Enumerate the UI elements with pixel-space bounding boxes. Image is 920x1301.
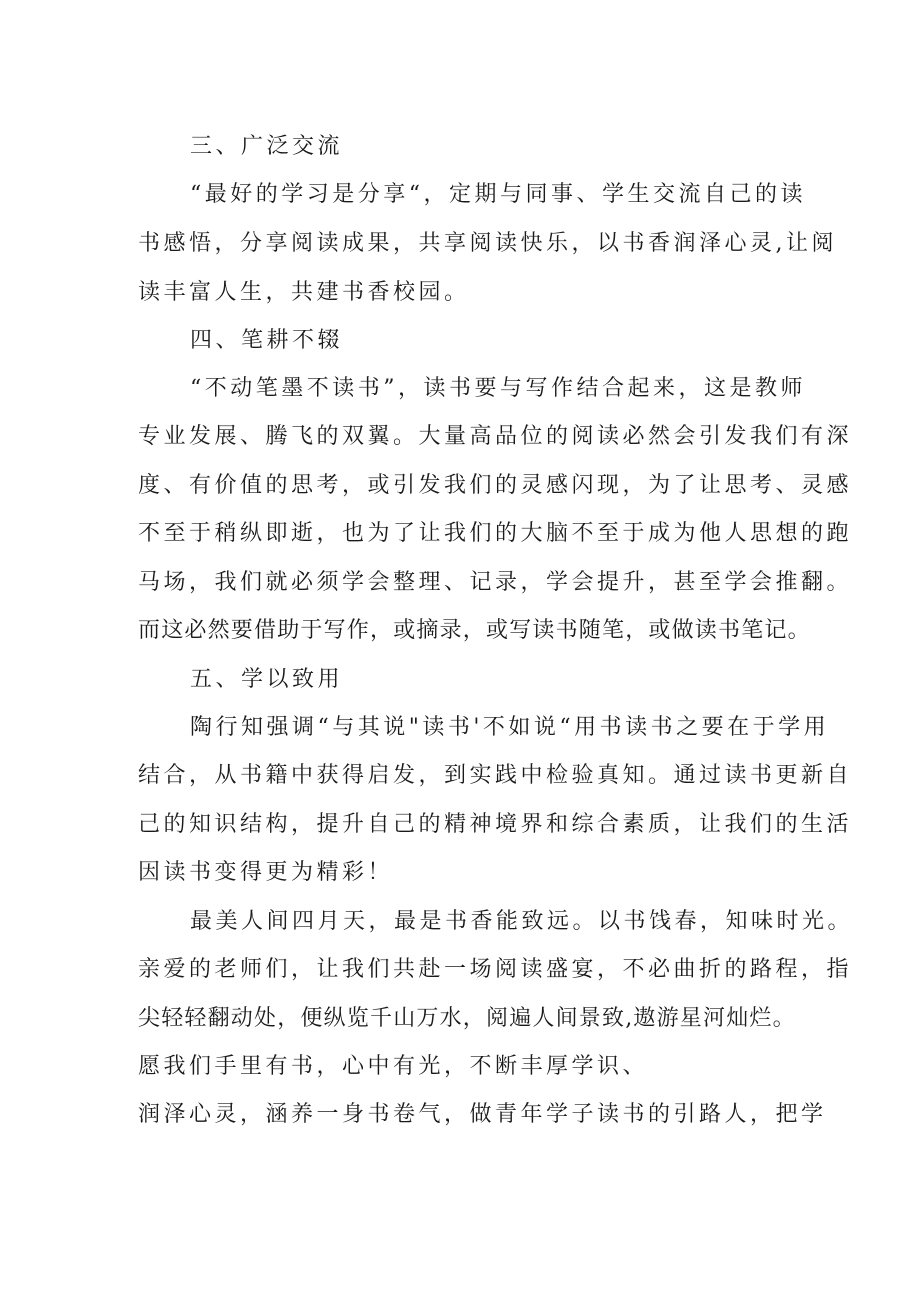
heading-section-3: 三、广泛交流 xyxy=(190,134,344,159)
heading-section-4: 四、笔耕不辍 xyxy=(190,328,344,353)
paragraph-line: 最美人间四月天，最是书香能致远。以书饯春，知味时光。 xyxy=(190,909,854,934)
paragraph-line: 陶行知强调“与其说"读书'不如说“用书读书之要在于学用 xyxy=(190,715,830,740)
paragraph-line: 不至于稍纵即逝，也为了让我们的大脑不至于成为他人思想的跑 xyxy=(138,521,853,546)
heading-section-5: 五、学以致用 xyxy=(190,667,344,692)
paragraph-line: 愿我们手里有书，心中有光，不断丰厚学识、 xyxy=(138,1054,649,1079)
paragraph-line: 己的知识结构，提升自己的精神境界和综合素质，让我们的生活 xyxy=(138,812,853,837)
paragraph-line: 而这必然要借助于写作，或摘录，或写读书随笔，或做读书笔记。 xyxy=(138,618,811,643)
paragraph-line: 马场，我们就必须学会整理、记录，学会提升，甚至学会推翻。 xyxy=(138,570,853,595)
paragraph-line: 书感悟，分享阅读成果，共享阅读快乐，以书香润泽心灵,让阅 xyxy=(138,231,837,256)
paragraph-line: 因读书变得更为精彩！ xyxy=(138,860,394,885)
paragraph-line: 润泽心灵，涵养一身书卷气，做青年学子读书的引路人，把学 xyxy=(138,1102,827,1127)
paragraph-line: 结合，从书籍中获得启发，到实践中检验真知。通过读书更新自 xyxy=(138,763,853,788)
paragraph-line: 亲爱的老师们，让我们共赴一场阅读盛宴，不必曲折的路程，指 xyxy=(138,957,853,982)
paragraph-line: “最好的学习是分享“，定期与同事、学生交流自己的读 xyxy=(190,182,806,207)
paragraph-line: 尖轻轻翻动处，便纵览千山万水，阅遍人间景致,遨游星河灿烂。 xyxy=(138,1006,796,1031)
paragraph-line: “不动笔墨不读书”，读书要与写作结合起来，这是教师 xyxy=(190,376,806,401)
paragraph-line: 读丰富人生，共建书香校园。 xyxy=(138,280,470,305)
paragraph-line: 度、有价值的思考，或引发我们的灵感闪现，为了让思考、灵感 xyxy=(138,473,853,498)
paragraph-line: 专业发展、腾飞的双翼。大量高品位的阅读必然会引发我们有深 xyxy=(138,424,853,449)
